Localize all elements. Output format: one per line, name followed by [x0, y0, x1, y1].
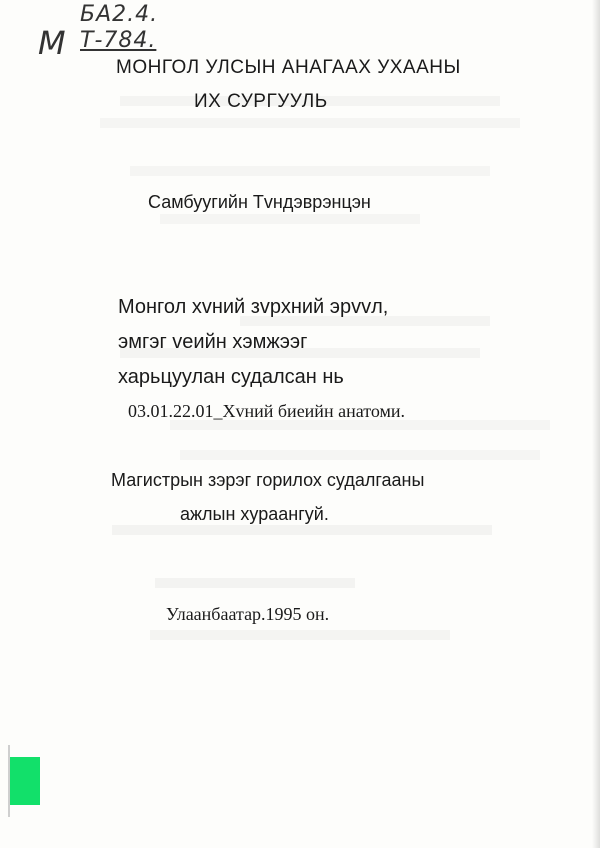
show-through-line	[155, 578, 355, 588]
place-and-year: Улаанбаатар.1995 он.	[166, 604, 330, 624]
thesis-title-line-2: эмгэг vеийн хэмжээг	[118, 331, 308, 353]
degree-line-1: Магистрын зэрэг горилох судалгааны	[111, 470, 425, 490]
specialty-code: 03.01.22.01_Хvний биеийн анатоми.	[128, 401, 406, 421]
page-edge-shadow	[592, 0, 600, 848]
university-name-line-2: ИХ СУРГУУЛЬ	[194, 91, 328, 112]
show-through-line	[112, 525, 492, 535]
thesis-title-line-3: харьцуулан судалсан нь	[118, 366, 344, 388]
show-through-line	[150, 630, 450, 640]
show-through-line	[100, 118, 520, 128]
library-stamp-letter: М	[38, 24, 67, 62]
library-stamp-line-2: Т-784.	[80, 28, 157, 53]
show-through-line	[130, 166, 490, 176]
author-name: Самбуугийн Тvндэврэнцэн	[148, 192, 371, 212]
show-through-line	[160, 214, 420, 224]
library-stamp-line-1: БА2.4.	[80, 2, 159, 27]
university-name-line-1: МОНГОЛ УЛСЫН АНАГААХ УХААНЫ	[116, 57, 461, 78]
thesis-title-line-1: Монгол хvний зvрхний эрvvл,	[118, 296, 389, 318]
green-marker-tab	[10, 757, 40, 805]
degree-line-2: ажлын хураангуй.	[180, 504, 329, 524]
show-through-line	[180, 450, 540, 460]
